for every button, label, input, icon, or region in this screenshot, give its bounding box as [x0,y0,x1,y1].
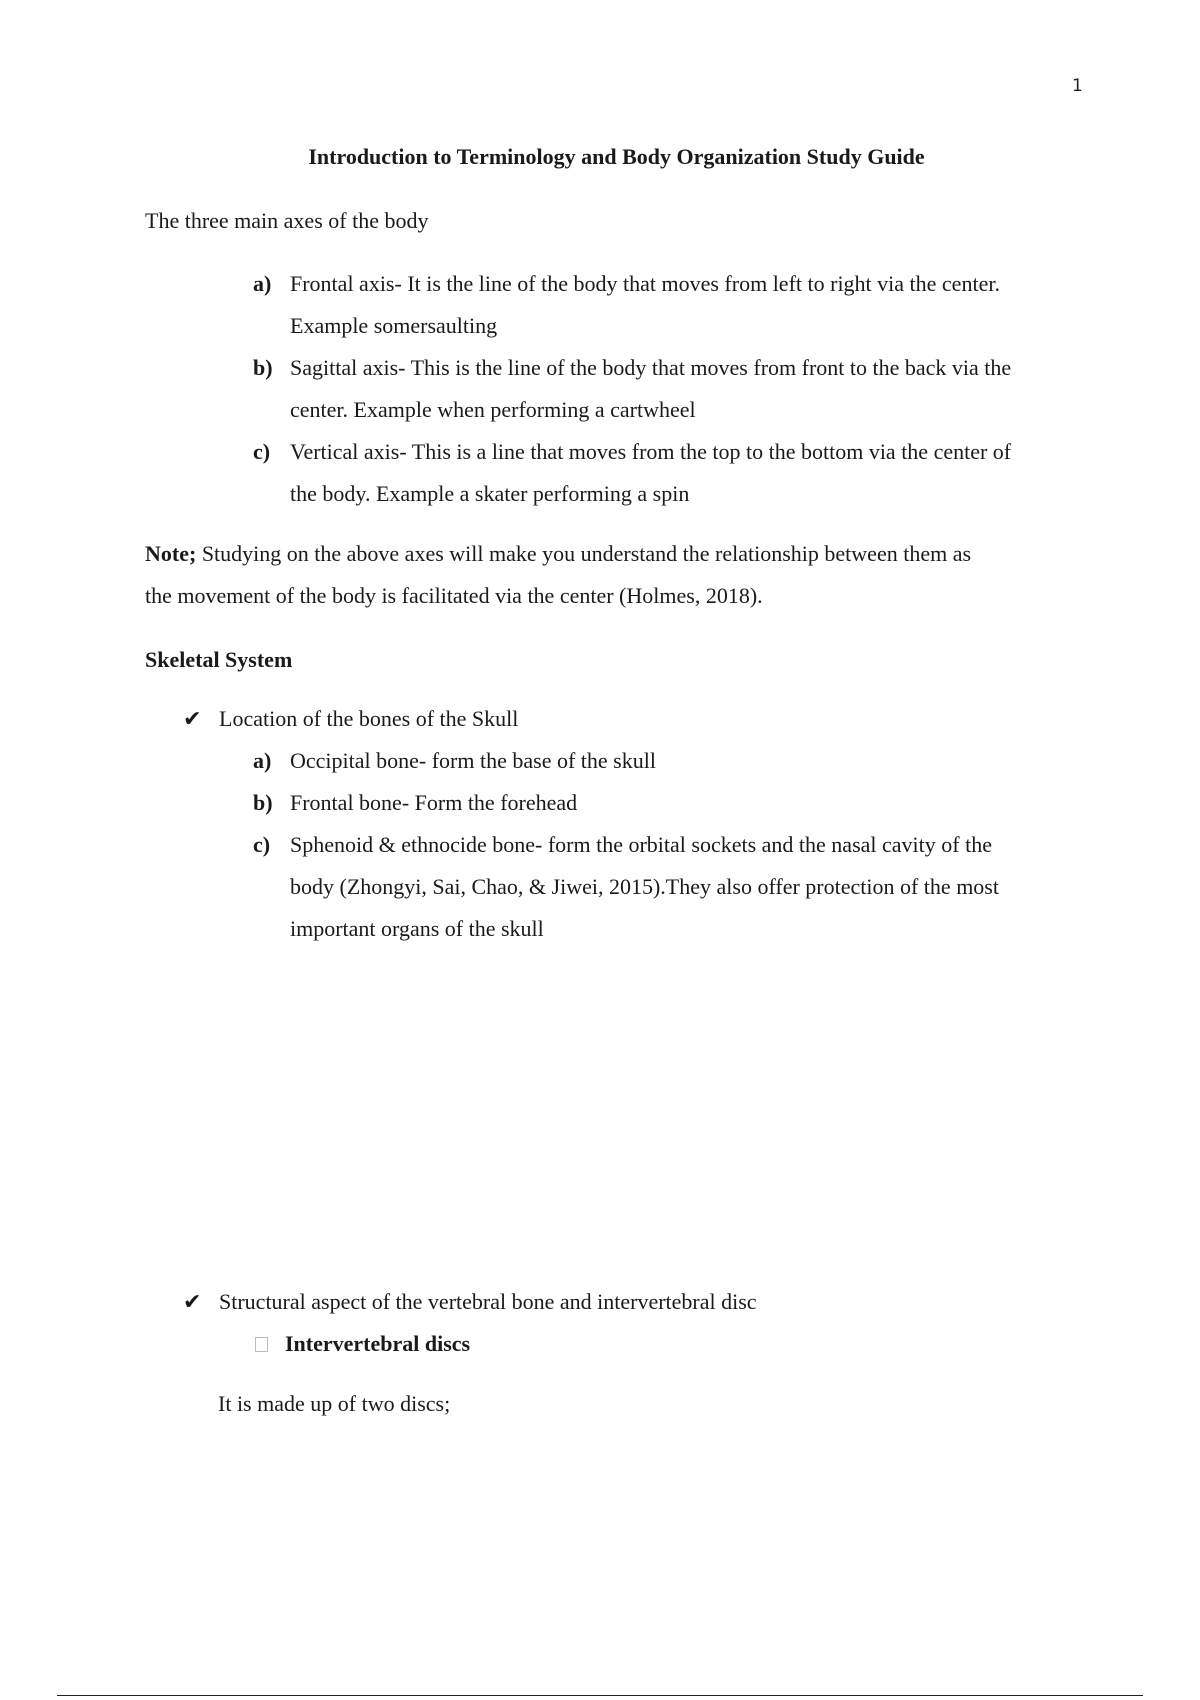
checkmark-icon: ✔ [183,1290,202,1315]
list-item-text: Frontal axis- It is the line of the body that moves from left to right via the center. [290,271,1000,296]
list-item-text: Frontal bone- Form the forehead [290,790,578,815]
checklist-label: Location of the bones of the Skull [219,706,519,731]
list-item [253,740,656,782]
note-label: Note; [145,541,197,566]
list-item-text: important organs of the skull [290,916,544,941]
list-item-text: body (Zhongyi, Sai, Chao, & Jiwei, 2015).They also offer protection of the most [290,874,999,899]
note-paragraph [145,533,971,617]
sub-bullet-item [255,1331,470,1357]
list-item-text: center. Example when performing a cartwheel [290,397,696,422]
footer-rule [57,1695,1143,1696]
list-item [253,347,1011,431]
list-marker: c) [253,439,271,464]
list-item [253,782,577,824]
list-marker: b) [253,355,273,380]
checklist-label: Structural aspect of the vertebral bone and intervertebral disc [219,1289,757,1314]
list-item-text: Sphenoid & ethnocide bone- form the orbital sockets and the nasal cavity of the [290,832,992,857]
body-text: It is made up of two discs; [218,1391,451,1416]
list-item [253,431,1011,515]
list-marker: a) [253,271,272,296]
note-text: Studying on the above axes will make you understand the relationship between them as [196,541,972,566]
document-title: Introduction to Terminology and Body Organization Study Guide [308,144,925,169]
list-item-text: the body. Example a skater performing a spin [290,481,690,506]
list-item-text: Sagittal axis- This is the line of the body that moves from front to the back via the [290,355,1012,380]
list-item [253,824,999,950]
list-marker: b) [253,790,273,815]
list-item-text: Example somersaulting [290,313,498,338]
list-marker: c) [253,832,271,857]
checkmark-icon: ✔ [183,707,202,732]
axes-intro: The three main axes of the body [145,208,429,233]
checklist-item [183,1281,757,1324]
list-item [253,263,1000,347]
sub-bullet-label: Intervertebral discs [285,1331,471,1356]
page-number: 1 [1072,76,1083,96]
section-heading-skeletal: Skeletal System [145,647,293,672]
list-item-text: Occipital bone- form the base of the skull [290,748,656,773]
note-text: the movement of the body is facilitated via the center (Holmes, 2018). [145,583,763,608]
empty-box-icon [255,1337,268,1352]
list-marker: a) [253,748,272,773]
checklist-item [183,698,518,741]
list-item-text: Vertical axis- This is a line that moves from the top to the bottom via the center of [290,439,1012,464]
